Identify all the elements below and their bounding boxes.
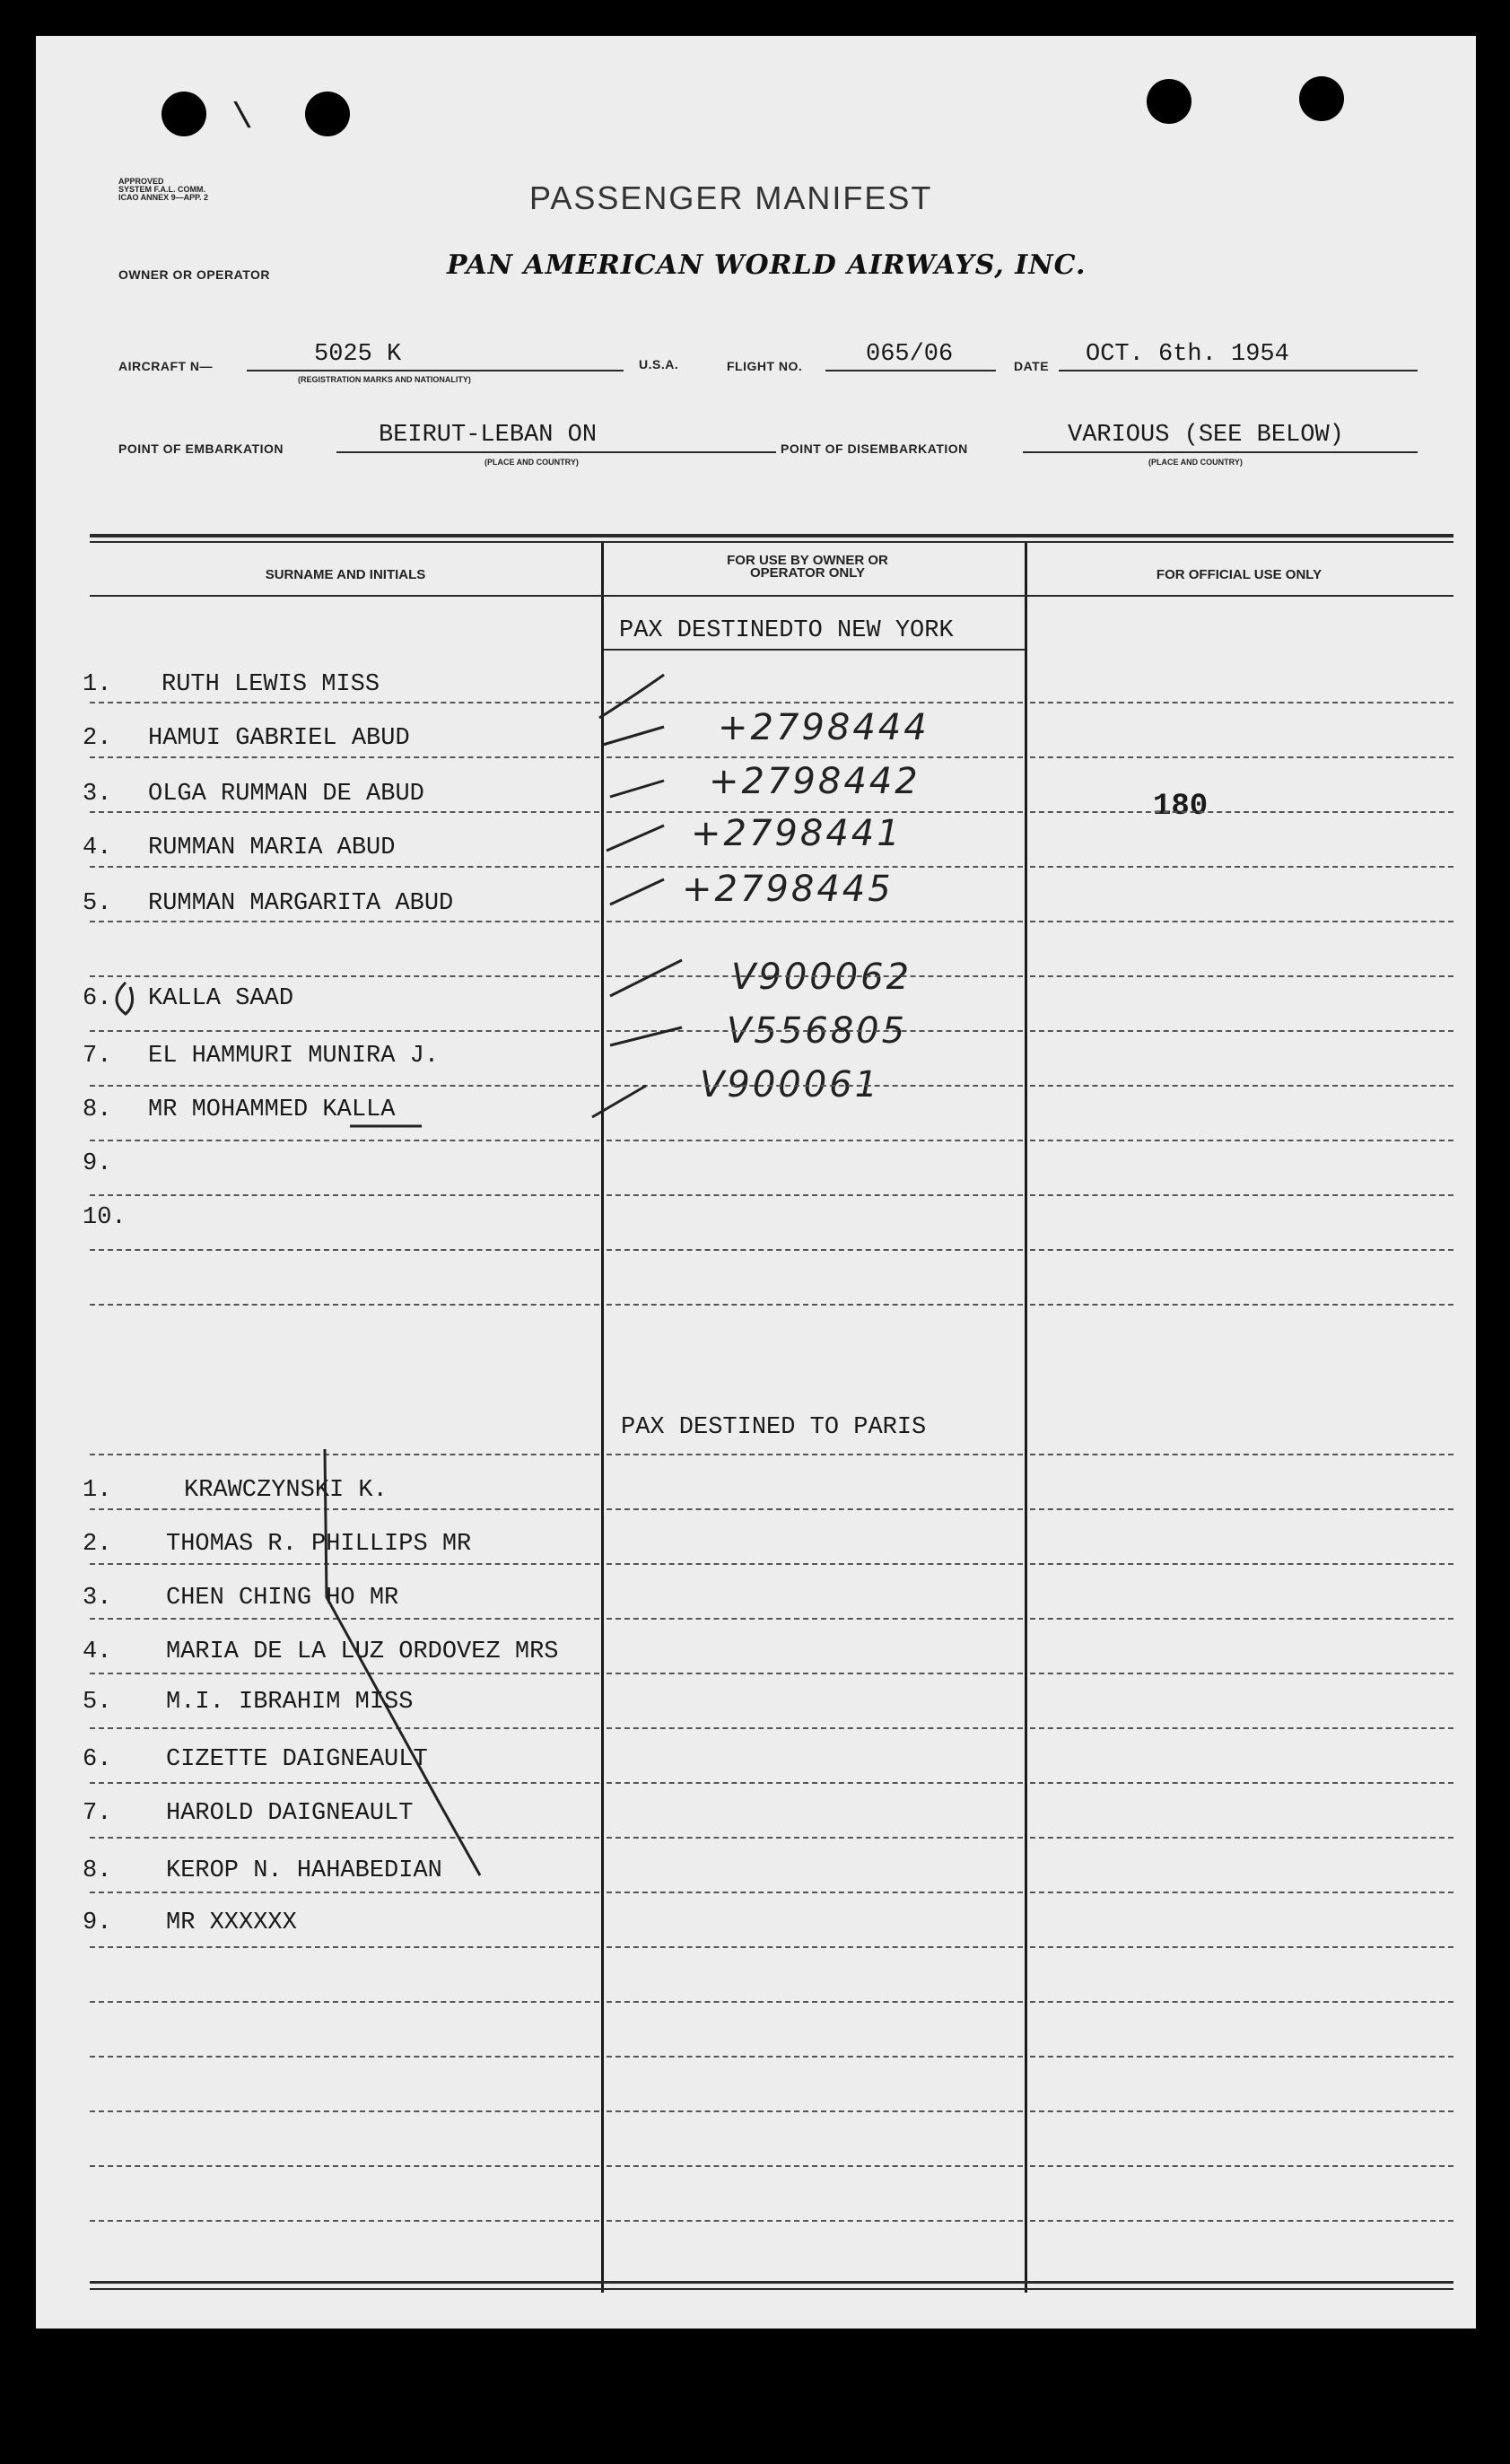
date-label: DATE	[1014, 359, 1050, 373]
col-head-official: FOR OFFICIAL USE ONLY	[1156, 567, 1322, 582]
document-number: V900061	[700, 1064, 881, 1105]
document-number: V900062	[731, 957, 912, 998]
aircraft-value: 5025 K	[314, 341, 402, 368]
row-num: 10.	[83, 1204, 127, 1231]
approval-line: ICAO ANNEX 9—APP. 2	[118, 193, 209, 202]
disembarkation-sub: (PLACE AND COUNTRY)	[1148, 458, 1243, 467]
row-num: 5.	[83, 1689, 112, 1716]
passenger-name: CIZETTE DAIGNEAULT	[166, 1746, 428, 1773]
passenger-name: KRAWCZYNSKI K.	[184, 1477, 388, 1504]
country-label: U.S.A.	[639, 357, 679, 371]
row-num: 1.	[83, 671, 112, 698]
passenger-name: MR XXXXXX	[166, 1909, 297, 1936]
row-num: 5.	[83, 890, 112, 917]
airline-name: PAN AMERICAN WORLD AIRWAYS, INC.	[447, 249, 1087, 281]
official-note: 180	[1153, 790, 1209, 824]
approval-line: APPROVED	[118, 177, 164, 186]
check-mark	[603, 727, 664, 745]
row-num: 1.	[83, 1477, 112, 1504]
hand-tick-mark: \	[231, 99, 254, 139]
row-num: 4.	[83, 834, 112, 861]
passenger-name: HAMUI GABRIEL ABUD	[148, 725, 410, 752]
disembarkation-value: VARIOUS (SEE BELOW)	[1068, 422, 1344, 449]
check-mark	[592, 1086, 646, 1117]
handwritten-marks	[36, 36, 1476, 2329]
flight-value: 065/06	[866, 341, 954, 368]
date-value: OCT. 6th. 1954	[1086, 341, 1289, 368]
embarkation-value: BEIRUT-LEBAN ON	[379, 422, 598, 449]
passenger-name: EL HAMMURI MUNIRA J.	[148, 1043, 440, 1070]
col-head-owner: FOR USE BY OWNER OR OPERATOR ONLY	[727, 553, 888, 581]
document-number: +2798441	[691, 813, 903, 854]
section-heading-paris: PAX DESTINED TO PARIS	[621, 1414, 927, 1441]
passenger-name: MARIA DE LA LUZ ORDOVEZ MRS	[166, 1638, 559, 1665]
passenger-name: KEROP N. HAHABEDIAN	[166, 1857, 442, 1884]
aircraft-sub: (REGISTRATION MARKS AND NATIONALITY)	[298, 375, 471, 384]
row-num: 2.	[83, 1531, 112, 1558]
approval-line: SYSTEM F.A.L. COMM.	[118, 185, 206, 194]
passenger-name: RUMMAN MARIA ABUD	[148, 834, 396, 861]
passenger-name: RUTH LEWIS MISS	[161, 671, 380, 698]
check-mark	[610, 1027, 682, 1045]
document-number: +2798444	[718, 707, 930, 748]
passenger-name: RUMMAN MARGARITA ABUD	[148, 890, 454, 917]
aircraft-label: AIRCRAFT N—	[118, 359, 214, 373]
row-num: 6.	[83, 985, 112, 1012]
row-num: 4.	[83, 1638, 112, 1665]
row-num: 2.	[83, 725, 112, 752]
disembarkation-label: POINT OF DISEMBARKATION	[781, 441, 968, 456]
row-num: 8.	[83, 1857, 112, 1884]
col-head-names: SURNAME AND INITIALS	[265, 567, 426, 582]
passenger-name: KALLA SAAD	[148, 985, 294, 1012]
row-num: 9.	[83, 1150, 112, 1177]
check-mark	[610, 879, 664, 904]
passenger-name: HAROLD DAIGNEAULT	[166, 1800, 414, 1827]
check-mark	[610, 781, 664, 797]
document-number: V556805	[727, 1010, 908, 1052]
strike-line	[325, 1449, 480, 1875]
row-num: 9.	[83, 1909, 112, 1936]
row-num: 3.	[83, 781, 112, 808]
check-mark	[599, 675, 664, 718]
embarkation-sub: (PLACE AND COUNTRY)	[484, 458, 579, 467]
passenger-name: MR MOHAMMED KALLA	[148, 1097, 396, 1123]
row-num: 3.	[83, 1585, 112, 1612]
row-num: 7.	[83, 1043, 112, 1070]
owner-label: OWNER OR OPERATOR	[118, 267, 270, 282]
manifest-sheet	[36, 36, 1476, 2329]
document-number: +2798442	[709, 761, 921, 802]
row-num: 7.	[83, 1800, 112, 1827]
passenger-name: CHEN CHING HO MR	[166, 1585, 399, 1612]
page-title: PASSENGER MANIFEST	[529, 179, 933, 216]
passenger-name: M.I. IBRAHIM MISS	[166, 1689, 414, 1716]
row-num: 8.	[83, 1097, 112, 1123]
passenger-name: THOMAS R. PHILLIPS MR	[166, 1531, 472, 1558]
section-heading-ny: PAX DESTINEDTO NEW YORK	[619, 617, 954, 644]
check-mark	[610, 960, 682, 996]
embarkation-label: POINT OF EMBARKATION	[118, 441, 284, 456]
circle-mark	[117, 983, 133, 1014]
row-num: 6.	[83, 1746, 112, 1773]
document-number: +2798445	[682, 869, 894, 910]
passenger-name: OLGA RUMMAN DE ABUD	[148, 781, 424, 808]
flight-label: FLIGHT NO.	[727, 359, 803, 373]
check-mark	[607, 826, 664, 851]
